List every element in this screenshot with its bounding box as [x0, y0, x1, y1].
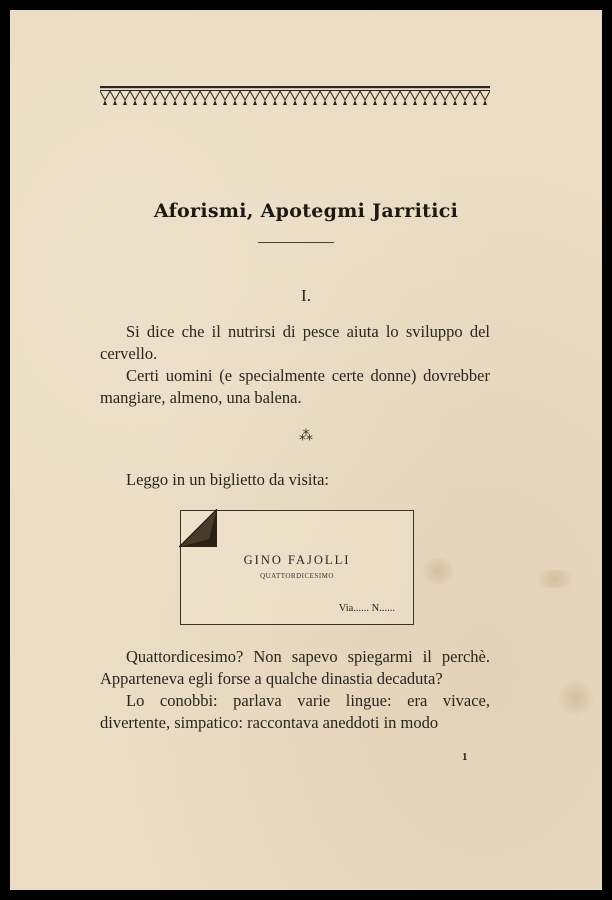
section-asterism: ⁂ — [299, 428, 313, 444]
body-text-block-3 — [100, 646, 490, 734]
title-divider — [258, 242, 334, 243]
paper-stain — [530, 570, 580, 588]
card-title: QUATTORDICESIMO — [260, 572, 334, 580]
body-text-block-1 — [100, 321, 490, 409]
header-ornament-border — [100, 86, 490, 108]
section-number: I. — [301, 286, 311, 305]
paragraph: Leggo in un biglietto da visita: — [126, 470, 330, 489]
paper-stain — [558, 678, 594, 718]
book-page — [10, 10, 602, 890]
body-text-block-2 — [100, 469, 490, 491]
paragraph: Quattordicesimo? Non sapevo spiegarmi il perchè. Apparteneva egli forse a qualche dinastia decaduta? — [100, 647, 490, 688]
folded-corner-icon — [179, 509, 219, 549]
paragraph: Certi uomini (e specialmente certe donne) dovrebber mangiare, almeno, una balena. — [100, 366, 490, 407]
paragraph: Si dice che il nutrirsi di pesce aiuta lo sviluppo del cervello. — [100, 322, 490, 363]
card-name: GINO FAJOLLI — [243, 553, 351, 567]
chapter-title: Aforismi, Apotegmi Jarritici — [153, 200, 459, 222]
paragraph: Lo conobbi: parlava varie lingue: era vivace, divertente, simpatico: raccontava aneddoti in modo — [100, 691, 490, 732]
paper-stain — [418, 558, 458, 584]
page-number: 1 — [462, 751, 468, 763]
visiting-card — [180, 510, 414, 625]
card-address: Via...... N...... — [338, 603, 395, 614]
